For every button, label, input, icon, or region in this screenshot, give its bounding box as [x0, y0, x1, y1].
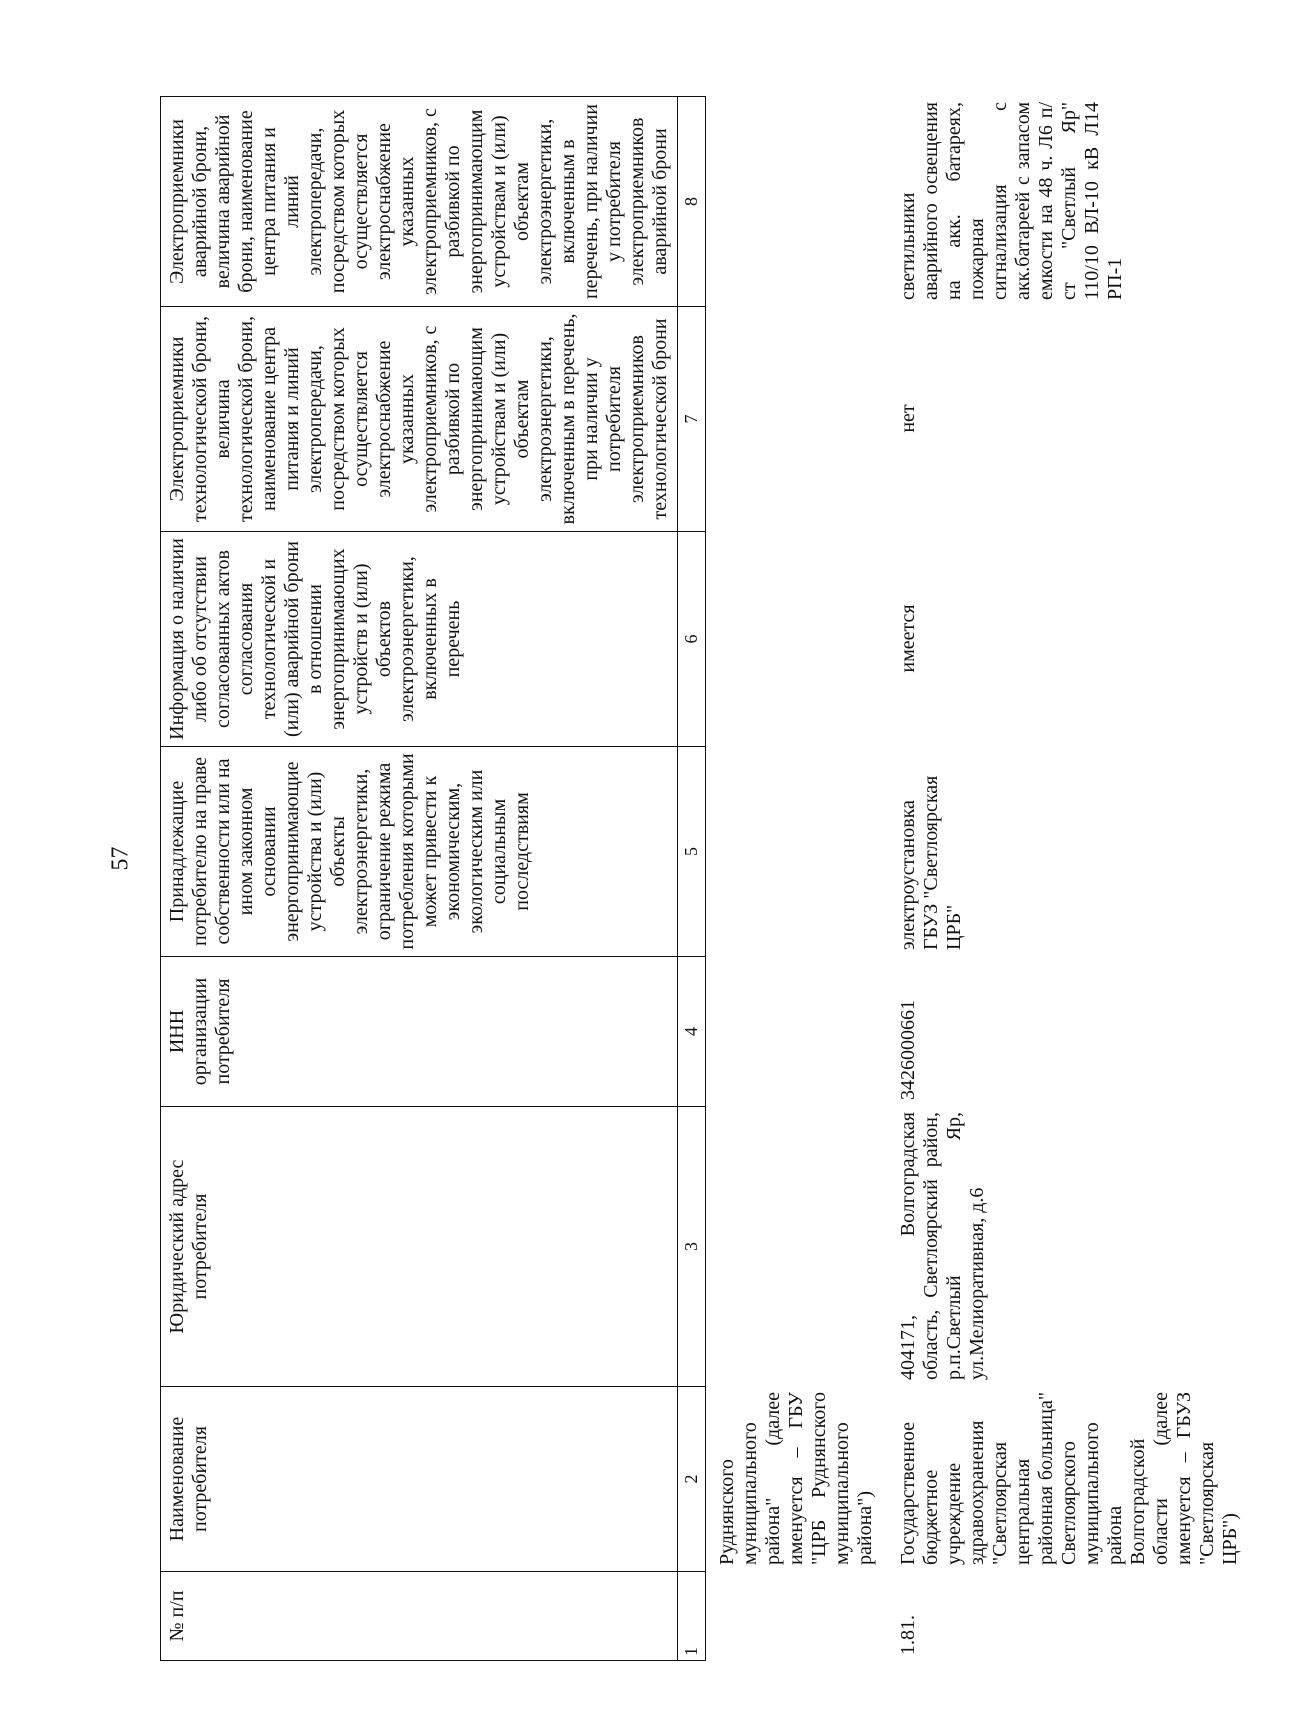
continued-row [706, 53, 887, 1661]
column-number: 7 [678, 306, 706, 531]
devices-value: электроустановка ГБУЗ "Светлоярская ЦРБ" [897, 775, 965, 950]
column-number: 1 [678, 1571, 706, 1661]
column-number: 5 [678, 746, 706, 956]
header-address: Юридический адрес потребителя [160, 1106, 678, 1386]
header-tech-reserve: Электроприемники технологической брони, величина технологической брони, наименование центра питания и линий электропередачи, посредством которых осуществляется электроснабжение указанных электроприемников, с разбивкой по энергопринимающим устройствам и (или) объектам электроэнергетики, включенным в перечень, при наличии у потребителя электроприемников технологической брони [160, 306, 678, 531]
header-num: № п/п [160, 1571, 678, 1661]
row-number: 1.81. [897, 1615, 919, 1655]
header-devices: Принадлежащие потребителю на праве собственности или на ином законном основании энергопринимающие устройства и (или) объекты электроэнергетики, ограничение режима потребления которыми может привести к экономическим, экологическим или социальным последствиям [160, 746, 678, 956]
consumer-name: Государственное бюджетное учреждение здравоохранения "Светлоярская центральная районная больница" Светлоярского муниципального района Волгоградской области (далее именуется – ГБУЗ "Светлоярская ЦРБ") [897, 1392, 1241, 1565]
acts-value: имеется [897, 604, 919, 673]
header-acts: Информация о наличии либо об отсутствии согласованных актов согласования технологической и (или) аварийной брони в отношении энергопринимающих устройств и (или) объектов электроэнергетики, включенных в перечень [160, 531, 678, 746]
column-number: 6 [678, 531, 706, 746]
legal-address: 404171, Волгоградская область, Светлоярский район, р.п.Светлый Яр, ул.Мелиоративная, д.6 [897, 1112, 988, 1380]
header-name: Наименование потребителя [160, 1386, 678, 1571]
tech-reserve-value: нет [897, 404, 919, 433]
column-number: 4 [678, 956, 706, 1106]
page-number: 57 [107, 846, 134, 871]
document-table [160, 53, 1290, 1661]
header-emergency-reserve: Электроприемники аварийной брони, величина аварийной брони, наименование центра питания и линий электропередачи, посредством которых осуществляется электроснабжение указанных электроприемников, с разбивкой по энергопринимающим устройствам и (или) объектам электроэнергетики, включенным в перечень, при наличии у потребителя электроприемников аварийной брони [160, 96, 678, 306]
inn-value: 3426000661 [897, 1000, 919, 1100]
column-number-row [678, 53, 706, 1661]
emergency-reserve-value: светильники аварийного освещения на акк. батареях, пожарная сигнализация с акк.батареей с запасом емкости на 48 ч. Л6 п/ст "Светлый Яр" 110/10 ВЛ-10 кВ Л14 РП-1 [897, 102, 1126, 300]
continued-name-cell: Руднянского муниципального района" (далее именуется – ГБУ "ЦРБ Руднянского муниципального района") [716, 1392, 876, 1565]
table-header [160, 53, 678, 1661]
column-number: 3 [678, 1106, 706, 1386]
header-inn: ИНН организации потребителя [160, 956, 678, 1106]
table-row [887, 53, 1252, 1661]
column-number: 8 [678, 96, 706, 306]
column-number: 2 [678, 1386, 706, 1571]
